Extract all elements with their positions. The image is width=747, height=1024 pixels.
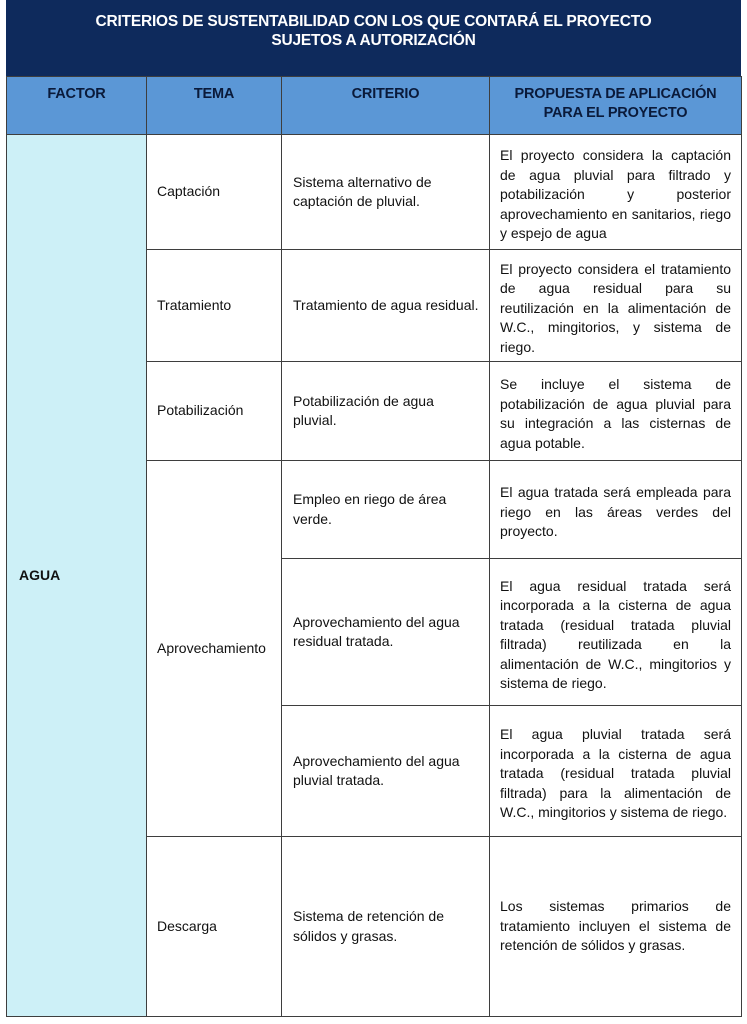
propuesta-cell: Los sistemas primarios de tratamiento incluyen el sistema de retención de sólidos y grasas. (490, 837, 742, 1017)
header-criterio: CRITERIO (282, 77, 490, 135)
tema-cell: Tratamiento (147, 250, 282, 362)
tema-cell: Potabilización (147, 362, 282, 461)
criterio-cell: Sistema de retención de sólidos y grasas. (282, 837, 490, 1017)
tema-cell: Aprovechamiento (147, 461, 282, 837)
criterio-cell: Aprovechamiento del agua residual tratada. (282, 559, 490, 706)
criterio-cell: Empleo en riego de área verde. (282, 461, 490, 559)
propuesta-cell: El agua tratada será empleada para riego en las áreas verdes del proyecto. (490, 461, 742, 559)
propuesta-cell: El proyecto considera el tratamiento de agua residual para su reutilización en la alimentación de W.C., mingitorios, y sistema de riego. (490, 250, 742, 362)
propuesta-cell: El proyecto considera la captación de agua pluvial para filtrado y potabilización y posterior aprovechamiento en sanitarios, riego y espejo de agua (490, 135, 742, 250)
criterio-cell: Potabilización de agua pluvial. (282, 362, 490, 461)
table-title (6, 0, 741, 76)
criterio-cell: Sistema alternativo de captación de pluvial. (282, 135, 490, 250)
propuesta-cell: El agua pluvial tratada será incorporada a la cisterna de agua tratada (residual tratada pluvial filtrada) para la alimentación de W.C., mingitorios y sistema de riego. (490, 706, 742, 837)
header-factor: FACTOR (7, 77, 147, 135)
factor-cell: AGUA (7, 135, 147, 1017)
criterio-cell: Aprovechamiento del agua pluvial tratada. (282, 706, 490, 837)
header-row (7, 77, 742, 135)
tema-cell: Captación (147, 135, 282, 250)
criteria-table (6, 76, 742, 1017)
criterio-cell: Tratamiento de agua residual. (282, 250, 490, 362)
header-propuesta (490, 77, 742, 135)
table-row (7, 135, 742, 250)
propuesta-cell: El agua residual tratada será incorporada a la cisterna de agua tratada (residual tratada pluvial filtrada) reutilizada en la alimentación de W.C., mingitorios y sistema de riego. (490, 559, 742, 706)
header-propuesta-line-1: PROPUESTA DE APLICACIÓN (514, 86, 717, 102)
tema-cell: Descarga (147, 837, 282, 1017)
propuesta-cell: Se incluye el sistema de potabilización de agua pluvial para su integración a las cisternas de agua potable. (490, 362, 742, 461)
header-propuesta-line-2: PARA EL PROYECTO (543, 105, 688, 121)
header-tema: TEMA (147, 77, 282, 135)
title-line-1: CRITERIOS DE SUSTENTABILIDAD CON LOS QUE CONTARÁ EL PROYECTO (95, 13, 652, 30)
title-line-2: SUJETOS A AUTORIZACIÓN (271, 32, 476, 49)
